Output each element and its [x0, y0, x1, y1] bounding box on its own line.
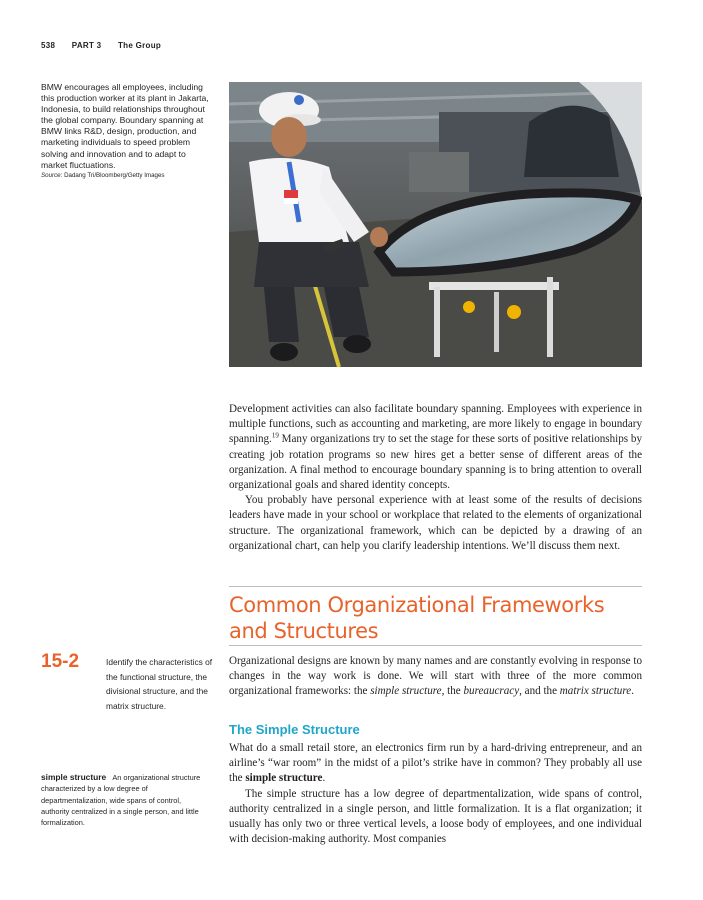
glossary-term: simple structure: [41, 772, 107, 782]
term-italic: simple structure: [370, 685, 442, 698]
caption-source: [41, 171, 213, 180]
learning-objective-number: 15-2: [41, 651, 80, 672]
paragraph: You probably have personal experience with at least some of the results of decisions leaders have made in your school or workplace that related to the elements of organizational structure. The organizational framework, which can be depicted by a drawing of an organizational chart, can help you clarify leadership intentions. We’ll discuss them next.: [229, 494, 642, 552]
section-title: [229, 592, 642, 644]
glossary-definition: An organizational structure characterized by a low degree of departmentalization, wide spans of control, authority centralized in a single person, and little formalization.: [41, 773, 201, 828]
learning-objective-text: Identify the characteristics of the functional structure, the divisional structure, and the matrix structure.: [106, 657, 213, 711]
running-header: [41, 41, 175, 50]
text-run: .: [631, 685, 634, 698]
text-run: Organizational designs are known by many names and are constantly evolving in response to changes in the way work is done. We will start with three of the more common organizational frameworks: the: [229, 655, 642, 698]
section-top-rule: [229, 586, 642, 587]
endnote-ref: 19: [271, 431, 279, 440]
factory-photo-illustration: [229, 82, 642, 367]
text-run: , and the: [519, 685, 560, 698]
subsection-heading: The Simple Structure: [229, 722, 360, 737]
frameworks-paragraph: [229, 654, 642, 700]
boundary-spanning-text: [229, 402, 642, 554]
glossary-entry: [41, 772, 209, 828]
section-bottom-rule: [229, 645, 642, 646]
paragraph: The simple structure has a low degree of departmentalization, wide spans of control, authority centralized in a single person, and little formalization. It is a flat organization; it usually has only two or three vertical levels, a loose body of employees, and one individual with decision-making authority. Most companies: [229, 787, 642, 846]
photo-caption: [41, 82, 213, 180]
text-run: .: [322, 772, 326, 785]
part-title: The Group: [117, 41, 162, 50]
term-italic: matrix structure: [559, 685, 632, 698]
part-label: PART 3: [71, 41, 102, 50]
section-title-line: Common Organizational Frameworks: [229, 593, 605, 617]
text-run: Development activities can also facilitate boundary spanning. Employees with experience in multiple functions, such as accounting and marketing, are more likely to engage in boundary spanning.: [229, 403, 642, 446]
text-run: Many organizations try to set the stage for these sorts of positive relationships by creating job rotation programs so new hires get a better sense of different areas of the organization. A final method to encourage boundary spanning is to bring attention to overall organizational goals and shared identity concepts.: [229, 433, 642, 492]
paragraph: [229, 402, 642, 493]
section-title-line: and Structures: [229, 619, 379, 643]
page-number: 538: [41, 41, 56, 50]
key-term: simple structure: [245, 772, 323, 785]
paragraph: [229, 741, 642, 787]
term-italic: bureaucracy: [463, 685, 520, 698]
caption-text: BMW encourages all employees, including this production worker at its plant in Jakarta, Indonesia, to build relationships throughout the global company. Boundary spanning at BMW links R&D, design, production, and marketing individuals to speed problem solving and innovation and to adapt to market fluctuations.: [41, 82, 209, 170]
source-text: Dadang Tri/Bloomberg/Getty Images: [64, 171, 165, 179]
factory-photo: [229, 82, 642, 367]
simple-structure-text: [229, 741, 642, 847]
text-run: What do a small retail store, an electronics firm run by a hard-driving entrepreneur, and an airline’s “war room” in the midst of a pilot’s strike have in common? They probably all use the: [229, 742, 642, 785]
source-label: Source:: [41, 171, 63, 179]
text-run: , the: [441, 685, 464, 698]
